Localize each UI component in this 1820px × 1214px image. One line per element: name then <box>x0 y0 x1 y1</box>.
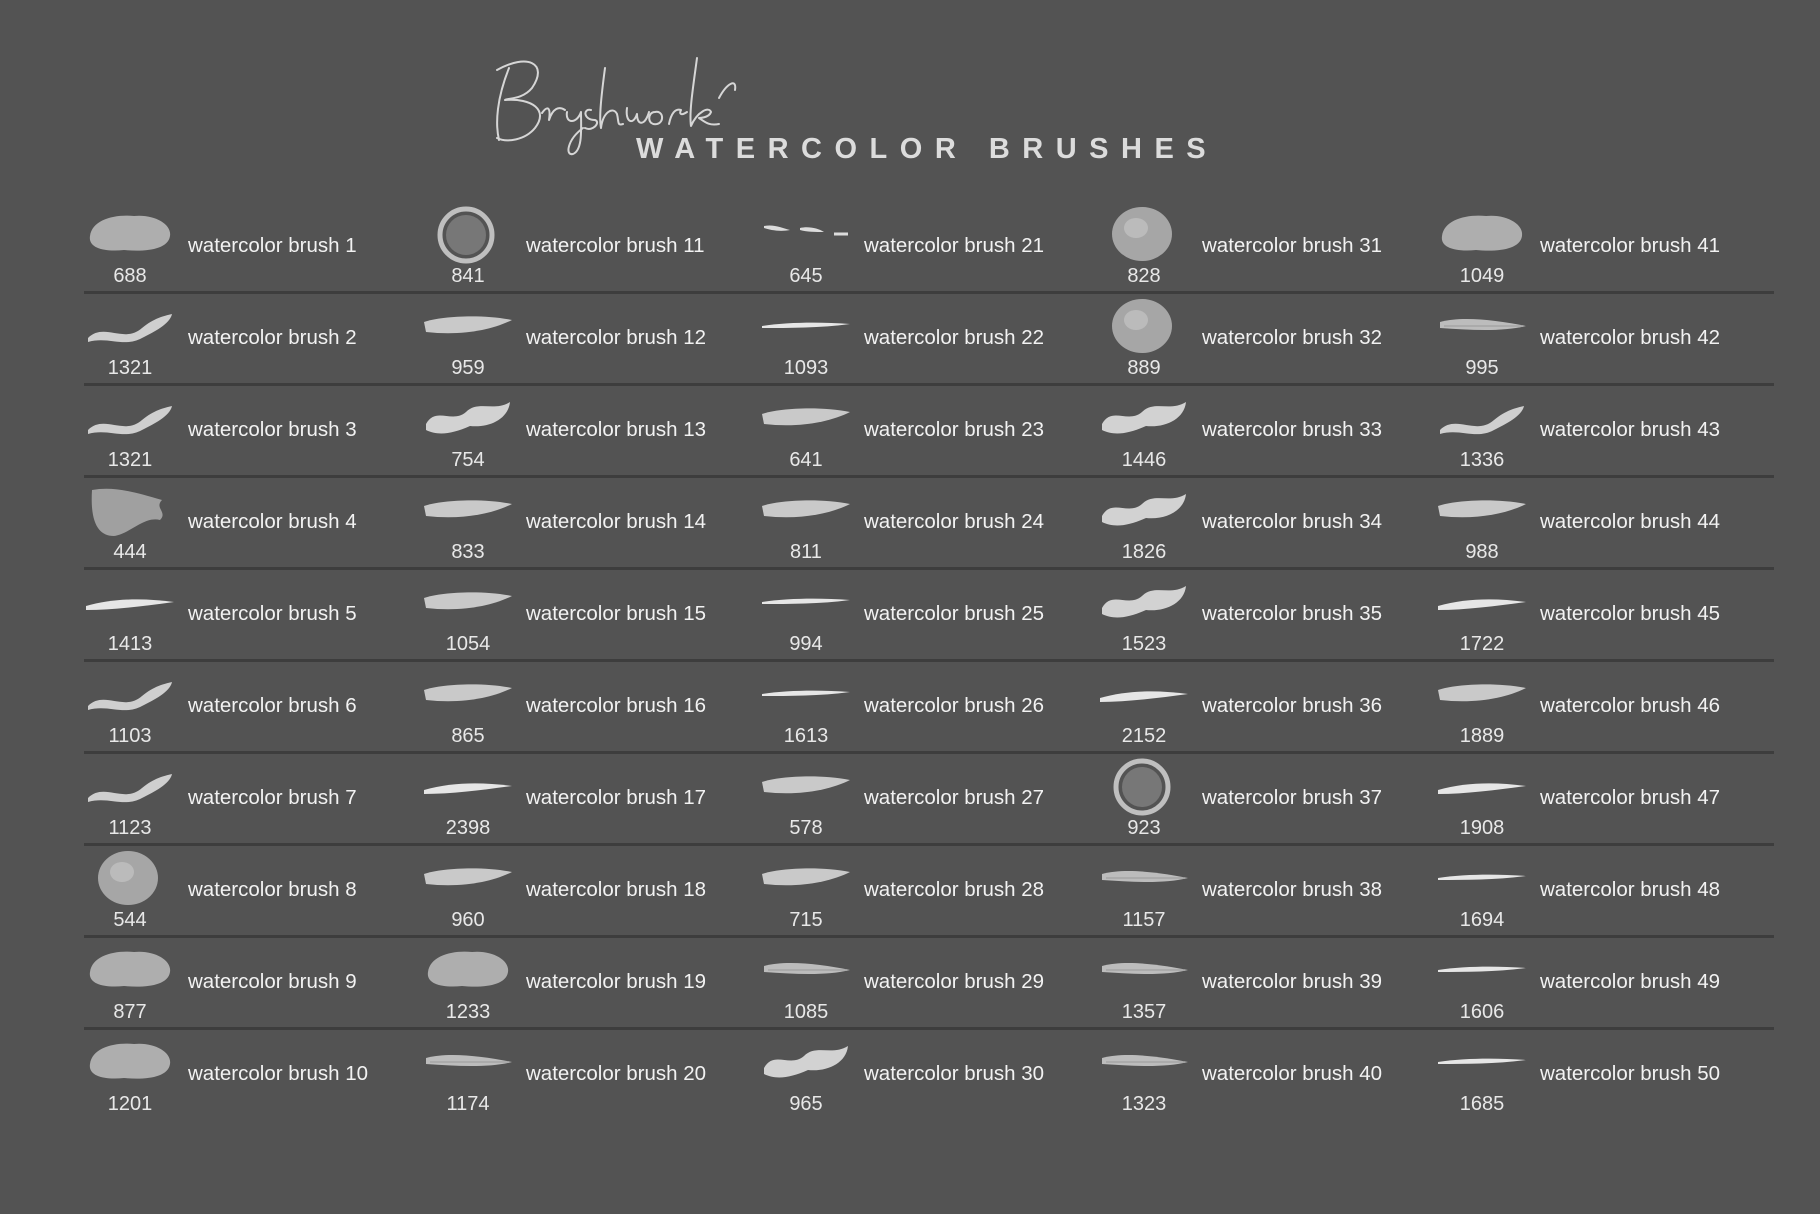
brush-label: watercolor brush 1 <box>188 234 357 257</box>
brush-size: 1054 <box>445 633 491 655</box>
brush-size: 1694 <box>1459 909 1505 931</box>
brush-item[interactable] <box>1098 202 1436 294</box>
brush-size: 444 <box>113 541 147 563</box>
brush-stroke-icon <box>84 666 176 724</box>
brush-stroke-icon <box>1436 666 1528 724</box>
brush-label: watercolor brush 46 <box>1540 694 1721 717</box>
brush-item[interactable] <box>1436 294 1774 386</box>
brush-size: 1446 <box>1121 449 1167 471</box>
brush-label: watercolor brush 2 <box>188 326 357 349</box>
brush-item[interactable] <box>1098 478 1436 570</box>
brush-stroke-preview <box>760 390 852 448</box>
brush-label: watercolor brush 39 <box>1202 970 1383 993</box>
brush-size: 715 <box>789 909 823 931</box>
brush-label: watercolor brush 41 <box>1540 234 1721 257</box>
brush-stroke-preview <box>1436 758 1528 816</box>
brush-stroke-icon <box>1436 390 1528 448</box>
subtitle: WATERCOLOR BRUSHES <box>636 133 1219 165</box>
brush-label: watercolor brush 35 <box>1202 602 1383 625</box>
brush-label: watercolor brush 21 <box>864 234 1045 257</box>
brush-label: watercolor brush 44 <box>1540 510 1721 533</box>
brush-label: watercolor brush 19 <box>526 970 707 993</box>
brush-size: 1357 <box>1121 1001 1167 1023</box>
brush-label: watercolor brush 40 <box>1202 1062 1383 1085</box>
brush-stroke-icon <box>1098 1034 1190 1092</box>
brush-label: watercolor brush 47 <box>1540 786 1721 809</box>
brush-size: 1889 <box>1459 725 1505 747</box>
brush-label: watercolor brush 28 <box>864 878 1045 901</box>
brush-item[interactable] <box>1436 662 1774 754</box>
brush-label: watercolor brush 38 <box>1202 878 1383 901</box>
brush-label: watercolor brush 25 <box>864 602 1045 625</box>
brush-size: 688 <box>113 265 147 287</box>
brush-label: watercolor brush 27 <box>864 786 1045 809</box>
brush-item[interactable] <box>1098 294 1436 386</box>
brush-label: watercolor brush 49 <box>1540 970 1721 993</box>
brush-size: 1085 <box>783 1001 829 1023</box>
brush-stroke-preview <box>1436 298 1528 356</box>
brush-item[interactable] <box>422 938 760 1030</box>
brush-stroke-preview <box>760 850 852 908</box>
brush-stroke-icon <box>422 482 514 540</box>
brush-size: 960 <box>451 909 485 931</box>
brush-size: 1323 <box>1121 1093 1167 1115</box>
brush-stroke-preview <box>84 850 176 908</box>
brush-size: 1049 <box>1459 265 1505 287</box>
brush-label: watercolor brush 8 <box>188 878 357 901</box>
brush-size: 1201 <box>107 1093 153 1115</box>
brush-stroke-icon <box>422 574 514 632</box>
brush-row <box>84 294 1774 386</box>
brush-item[interactable] <box>422 846 760 938</box>
brush-item[interactable] <box>760 294 1098 386</box>
brush-size: 1093 <box>783 357 829 379</box>
brush-stroke-preview <box>422 574 514 632</box>
brush-stroke-preview <box>1098 850 1190 908</box>
brush-stroke-preview <box>84 298 176 356</box>
brush-stroke-preview <box>1436 850 1528 908</box>
brush-stroke-icon <box>1436 1034 1528 1092</box>
brush-label: watercolor brush 11 <box>526 234 705 257</box>
brush-stroke-icon <box>1098 574 1190 632</box>
brush-stroke-icon <box>84 942 176 1000</box>
brush-size: 965 <box>789 1093 823 1115</box>
brush-size: 889 <box>1127 357 1161 379</box>
brush-size: 1321 <box>107 357 153 379</box>
brush-label: watercolor brush 45 <box>1540 602 1721 625</box>
brush-item[interactable] <box>760 754 1098 846</box>
brush-stroke-preview <box>1098 758 1190 816</box>
brush-item[interactable] <box>760 1030 1098 1122</box>
brush-row <box>84 570 1774 662</box>
brush-item[interactable] <box>422 662 760 754</box>
brush-item[interactable] <box>760 386 1098 478</box>
brush-item[interactable] <box>422 1030 760 1122</box>
brush-stroke-icon <box>1098 666 1190 724</box>
brush-stroke-icon <box>422 206 514 264</box>
brush-stroke-icon <box>84 1034 176 1092</box>
brush-stroke-icon <box>1098 850 1190 908</box>
brush-stroke-preview <box>760 758 852 816</box>
brush-stroke-icon <box>84 482 176 540</box>
brush-item[interactable] <box>760 570 1098 662</box>
brush-stroke-preview <box>422 1034 514 1092</box>
brush-stroke-preview <box>1098 206 1190 264</box>
brush-row <box>84 846 1774 938</box>
brush-label: watercolor brush 43 <box>1540 418 1721 441</box>
brush-size: 1174 <box>446 1093 490 1115</box>
brush-row <box>84 386 1774 478</box>
brush-label: watercolor brush 13 <box>526 418 707 441</box>
brush-stroke-icon <box>1436 942 1528 1000</box>
brush-item[interactable] <box>1436 202 1774 294</box>
brush-stroke-icon <box>760 482 852 540</box>
brush-stroke-icon <box>760 574 852 632</box>
brush-size: 1157 <box>1122 909 1166 931</box>
brush-label: watercolor brush 36 <box>1202 694 1383 717</box>
brush-size: 544 <box>113 909 147 931</box>
brush-item[interactable] <box>84 202 422 294</box>
brush-label: watercolor brush 6 <box>188 694 357 717</box>
brush-size: 645 <box>789 265 823 287</box>
brush-item[interactable] <box>1098 662 1436 754</box>
brush-item[interactable] <box>84 478 422 570</box>
brush-item[interactable] <box>422 294 760 386</box>
brush-size: 1685 <box>1459 1093 1505 1115</box>
brush-size: 995 <box>1465 357 1499 379</box>
brush-row <box>84 938 1774 1030</box>
brush-stroke-preview <box>422 482 514 540</box>
brush-label: watercolor brush 37 <box>1202 786 1383 809</box>
brush-size: 1606 <box>1459 1001 1505 1023</box>
brush-stroke-icon <box>422 390 514 448</box>
brush-stroke-preview <box>1436 1034 1528 1092</box>
brush-stroke-icon <box>760 758 852 816</box>
brush-stroke-preview <box>84 942 176 1000</box>
brush-item[interactable] <box>760 938 1098 1030</box>
brush-stroke-preview <box>1098 1034 1190 1092</box>
brush-item[interactable] <box>1098 1030 1436 1122</box>
brush-stroke-icon <box>760 1034 852 1092</box>
brush-row <box>84 1030 1774 1122</box>
brush-size: 828 <box>1127 265 1161 287</box>
brush-stroke-icon <box>1436 850 1528 908</box>
brush-stroke-preview <box>1436 206 1528 264</box>
brush-label: watercolor brush 31 <box>1202 234 1383 257</box>
brush-row <box>84 754 1774 846</box>
brush-item[interactable] <box>84 570 422 662</box>
brush-item[interactable] <box>422 386 760 478</box>
brush-stroke-preview <box>760 666 852 724</box>
brush-size: 2398 <box>445 817 491 839</box>
brush-stroke-icon <box>1098 390 1190 448</box>
brush-stroke-preview <box>422 850 514 908</box>
brush-label: watercolor brush 26 <box>864 694 1045 717</box>
brush-size: 877 <box>113 1001 147 1023</box>
brush-size: 811 <box>790 541 822 563</box>
brush-row <box>84 202 1774 294</box>
brush-stroke-icon <box>84 850 176 908</box>
brush-item[interactable] <box>1098 570 1436 662</box>
brush-size: 833 <box>451 541 485 563</box>
brush-label: watercolor brush 23 <box>864 418 1045 441</box>
brush-item[interactable] <box>1098 754 1436 846</box>
brush-stroke-preview <box>760 574 852 632</box>
brush-size: 841 <box>451 265 485 287</box>
brush-item[interactable] <box>1436 754 1774 846</box>
brush-size: 959 <box>451 357 485 379</box>
brush-item[interactable] <box>760 846 1098 938</box>
brush-label: watercolor brush 12 <box>526 326 707 349</box>
brush-item[interactable] <box>1436 570 1774 662</box>
brush-item[interactable] <box>760 202 1098 294</box>
brush-stroke-icon <box>760 206 852 264</box>
brush-label: watercolor brush 32 <box>1202 326 1383 349</box>
brush-size: 1336 <box>1459 449 1505 471</box>
brush-stroke-preview <box>760 298 852 356</box>
brush-size: 988 <box>1465 541 1499 563</box>
brush-label: watercolor brush 3 <box>188 418 357 441</box>
brush-stroke-icon <box>1436 298 1528 356</box>
brush-stroke-preview <box>422 942 514 1000</box>
brush-label: watercolor brush 34 <box>1202 510 1383 533</box>
brush-item[interactable] <box>760 662 1098 754</box>
brush-item[interactable] <box>1436 386 1774 478</box>
brush-size: 1103 <box>108 725 152 747</box>
brush-item[interactable] <box>760 478 1098 570</box>
brush-stroke-preview <box>760 206 852 264</box>
brush-size: 1123 <box>108 817 152 839</box>
brush-label: watercolor brush 4 <box>188 510 357 533</box>
brush-stroke-preview <box>760 942 852 1000</box>
brush-grid <box>84 202 1738 1122</box>
brush-size: 1908 <box>1459 817 1505 839</box>
brush-label: watercolor brush 42 <box>1540 326 1721 349</box>
brush-stroke-icon <box>84 206 176 264</box>
brush-stroke-preview <box>1436 574 1528 632</box>
brush-stroke-icon <box>84 574 176 632</box>
brush-item[interactable] <box>84 662 422 754</box>
brush-label: watercolor brush 18 <box>526 878 707 901</box>
brush-stroke-icon <box>760 390 852 448</box>
brush-stroke-preview <box>1098 666 1190 724</box>
brush-label: watercolor brush 10 <box>188 1062 369 1085</box>
brush-size: 1321 <box>107 449 153 471</box>
brush-stroke-preview <box>1098 942 1190 1000</box>
brush-stroke-icon <box>84 298 176 356</box>
brush-size: 578 <box>789 817 823 839</box>
brush-item[interactable] <box>422 478 760 570</box>
brush-stroke-preview <box>84 206 176 264</box>
brush-size: 923 <box>1127 817 1161 839</box>
brush-stroke-icon <box>760 850 852 908</box>
brush-label: watercolor brush 48 <box>1540 878 1721 901</box>
brush-stroke-preview <box>760 482 852 540</box>
brush-size: 1523 <box>1121 633 1167 655</box>
brush-stroke-icon <box>1098 758 1190 816</box>
brush-stroke-icon <box>422 298 514 356</box>
brush-item[interactable] <box>84 1030 422 1122</box>
brush-stroke-preview <box>760 1034 852 1092</box>
brush-stroke-preview <box>422 758 514 816</box>
brush-stroke-icon <box>760 298 852 356</box>
brush-stroke-icon <box>1436 206 1528 264</box>
brush-size: 1233 <box>445 1001 491 1023</box>
brush-size: 865 <box>451 725 485 747</box>
brush-stroke-icon <box>1436 574 1528 632</box>
brush-stroke-icon <box>422 758 514 816</box>
brush-stroke-preview <box>84 1034 176 1092</box>
brush-stroke-icon <box>422 850 514 908</box>
brush-stroke-icon <box>1098 942 1190 1000</box>
brush-item[interactable] <box>84 846 422 938</box>
brush-item[interactable] <box>422 570 760 662</box>
brush-size: 994 <box>789 633 823 655</box>
brush-stroke-preview <box>84 666 176 724</box>
brush-stroke-preview <box>84 482 176 540</box>
brush-item[interactable] <box>84 754 422 846</box>
brush-stroke-icon <box>422 666 514 724</box>
brush-size: 1722 <box>1459 633 1505 655</box>
brush-stroke-preview <box>1098 574 1190 632</box>
brush-stroke-icon <box>84 758 176 816</box>
brush-label: watercolor brush 16 <box>526 694 707 717</box>
brush-row <box>84 662 1774 754</box>
brush-stroke-preview <box>1098 482 1190 540</box>
brush-stroke-icon <box>422 942 514 1000</box>
brush-stroke-icon <box>760 942 852 1000</box>
brush-item[interactable] <box>1436 1030 1774 1122</box>
brush-label: watercolor brush 15 <box>526 602 707 625</box>
brush-stroke-preview <box>422 390 514 448</box>
brush-label: watercolor brush 33 <box>1202 418 1383 441</box>
brush-stroke-preview <box>1436 390 1528 448</box>
brush-stroke-icon <box>422 1034 514 1092</box>
brush-stroke-preview <box>84 390 176 448</box>
brush-item[interactable] <box>1436 478 1774 570</box>
brush-stroke-icon <box>760 666 852 724</box>
brush-stroke-preview <box>422 298 514 356</box>
brush-stroke-preview <box>422 666 514 724</box>
brush-label: watercolor brush 14 <box>526 510 707 533</box>
brush-stroke-preview <box>1436 482 1528 540</box>
header <box>0 0 1820 200</box>
brush-stroke-icon <box>1436 758 1528 816</box>
brush-label: watercolor brush 22 <box>864 326 1045 349</box>
brush-label: watercolor brush 17 <box>526 786 707 809</box>
brush-item[interactable] <box>422 754 760 846</box>
brush-size: 2152 <box>1121 725 1167 747</box>
brush-stroke-icon <box>1098 206 1190 264</box>
brush-label: watercolor brush 50 <box>1540 1062 1721 1085</box>
brush-row <box>84 478 1774 570</box>
brush-label: watercolor brush 7 <box>188 786 357 809</box>
brush-label: watercolor brush 5 <box>188 602 357 625</box>
brush-item[interactable] <box>1436 846 1774 938</box>
brush-label: watercolor brush 24 <box>864 510 1045 533</box>
brush-size: 1826 <box>1121 541 1167 563</box>
brush-item[interactable] <box>422 202 760 294</box>
brush-item[interactable] <box>1098 386 1436 478</box>
brush-stroke-preview <box>1436 666 1528 724</box>
brush-stroke-icon <box>84 390 176 448</box>
brush-stroke-preview <box>1436 942 1528 1000</box>
brush-item[interactable] <box>1436 938 1774 1030</box>
brush-size: 641 <box>789 449 823 471</box>
brush-stroke-preview <box>1098 390 1190 448</box>
brush-stroke-preview <box>422 206 514 264</box>
brush-stroke-preview <box>84 574 176 632</box>
brush-item[interactable] <box>1098 938 1436 1030</box>
brush-size: 754 <box>451 449 485 471</box>
brush-item[interactable] <box>1098 846 1436 938</box>
brush-item[interactable] <box>84 938 422 1030</box>
brush-label: watercolor brush 9 <box>188 970 357 993</box>
brush-label: watercolor brush 20 <box>526 1062 707 1085</box>
brush-size: 1613 <box>783 725 829 747</box>
brush-stroke-icon <box>1098 482 1190 540</box>
brush-stroke-icon <box>1098 298 1190 356</box>
brush-stroke-icon <box>1436 482 1528 540</box>
brush-label: watercolor brush 29 <box>864 970 1045 993</box>
brush-size: 1413 <box>107 633 153 655</box>
brush-stroke-preview <box>1098 298 1190 356</box>
brush-item[interactable] <box>84 386 422 478</box>
brush-label: watercolor brush 30 <box>864 1062 1045 1085</box>
brush-item[interactable] <box>84 294 422 386</box>
brush-stroke-preview <box>84 758 176 816</box>
